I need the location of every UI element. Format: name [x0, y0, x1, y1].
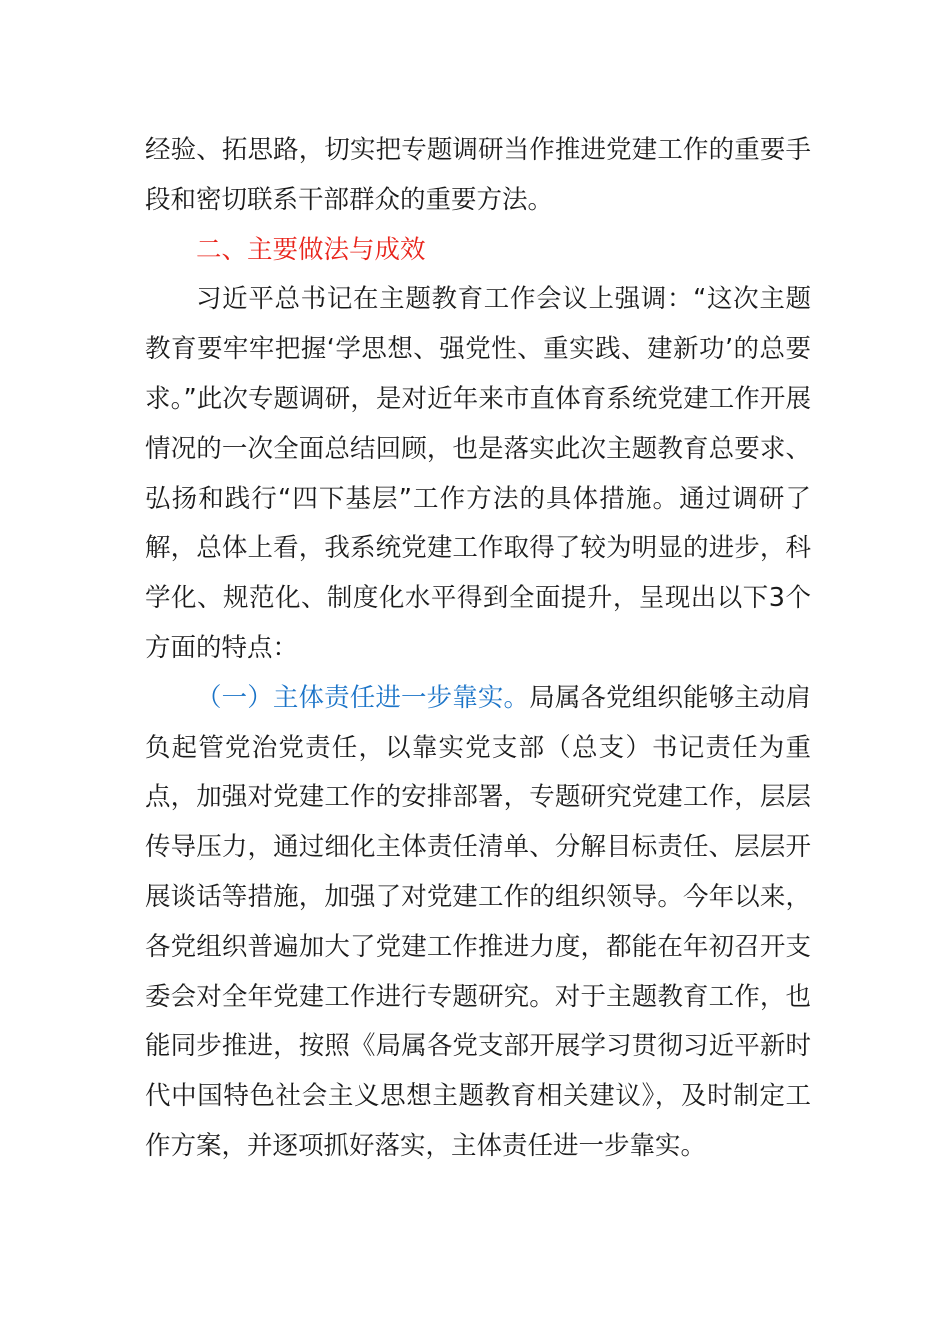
paragraph-responsibility-body: 局属各党组织能够主动肩负起管党治党责任，以靠实党支部（总支）书记责任为重点，加强对党建工作的安排部署，专题研究党建工作，层层传导压力，通过细化主体责任清单、分解目标责任、层层开展谈话等措施，加强了对党建工作的组织领导。今年以来，各党组织普遍加大了党建工作推进力度，都能在年初召开支委会对全年党建工作进行专题研究。对于主题教育工作，也能同步推进，按照《局属各党支部开展学习贯彻习近平新时代中国特色社会主义思想主题教育相关建议》，及时制定工作方案，并逐项抓好落实，主体责任进一步靠实。 [145, 682, 811, 1161]
subsection-heading: （一）主体责任进一步靠实。 [196, 682, 530, 713]
document-body [145, 126, 811, 1172]
section-heading: 二、主要做法与成效 [196, 234, 426, 265]
paragraph-continuation: 经验、拓思路，切实把专题调研当作推进党建工作的重要手段和密切联系干部群众的重要方法。 [145, 135, 811, 215]
paragraph-main-practices: 习近平总书记在主题教育工作会议上强调：“这次主题教育要牢牢把握‘学思想、强党性、重实践、建新功’的总要求。”此次专题调研，是对近年来市直体育系统党建工作开展情况的一次全面总结回顾，也是落实此次主题教育总要求、弘扬和践行“四下基层”工作方法的具体措施。通过调研了解，总体上看，我系统党建工作取得了较为明显的进步，科学化、规范化、制度化水平得到全面提升，呈现出以下3个方面的特点： [145, 284, 811, 663]
paragraph-responsibility [145, 674, 811, 1172]
